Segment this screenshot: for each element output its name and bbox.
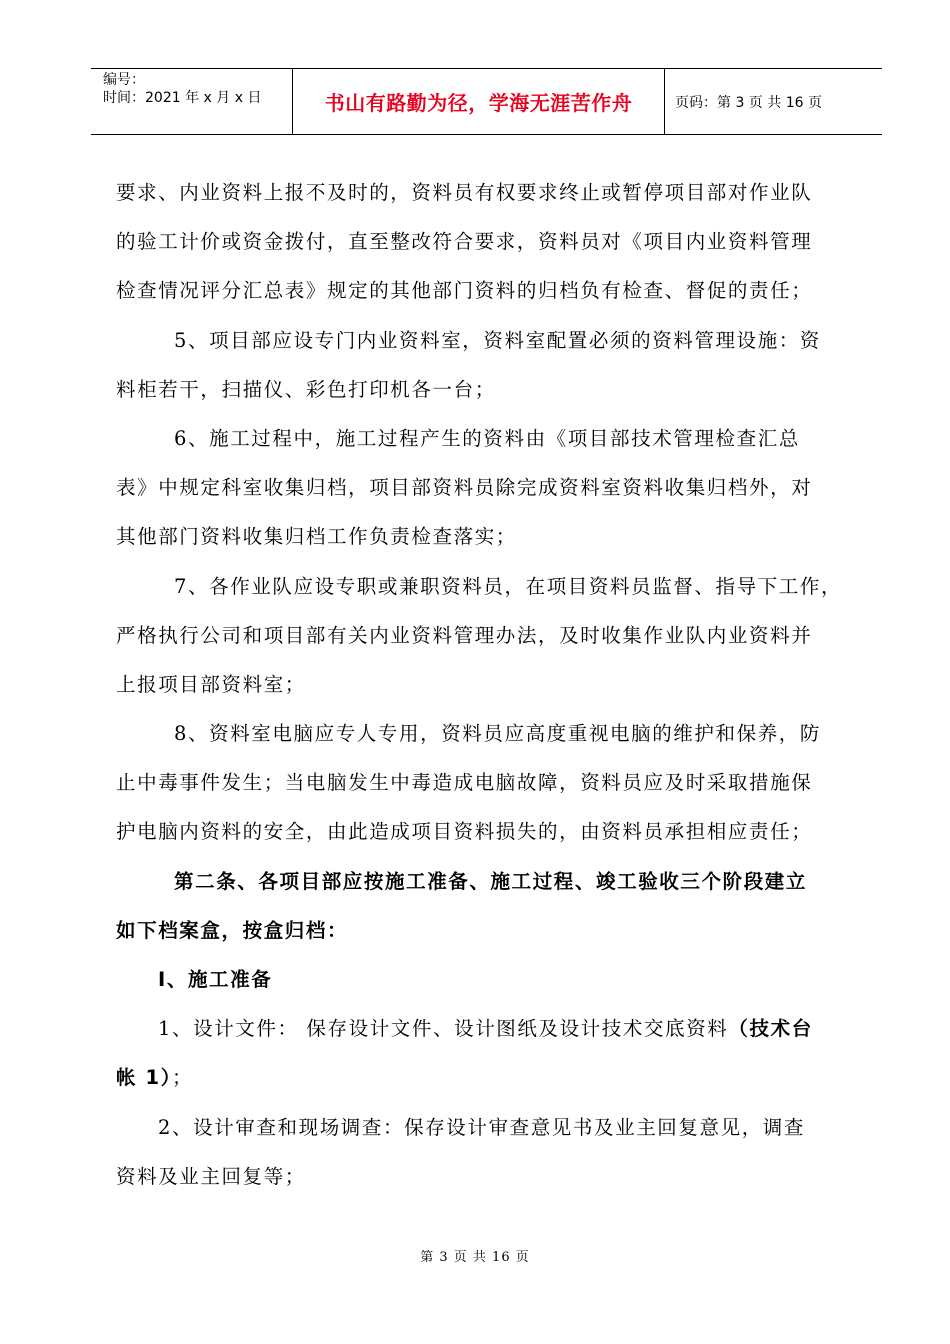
- page-footer: 第 3 页 共 16 页: [420, 1250, 530, 1265]
- body-line: [116, 1004, 856, 1053]
- body-line: 6、施工过程中，施工过程产生的资料由《项目部技术管理检查汇总: [174, 426, 800, 450]
- body-line: 表》中规定科室收集归档，项目部资料员除完成资料室资料收集归档外，对: [116, 476, 813, 500]
- document-header: [91, 68, 882, 135]
- body-line: 上报项目部资料室；: [116, 672, 306, 696]
- header-number-label: 编号：: [103, 72, 145, 88]
- body-line-text: ；: [172, 1066, 194, 1090]
- body-line: 止中毒事件发生；当电脑发生中毒造成电脑故障，资料员应及时采取措施保: [116, 771, 813, 795]
- body-line: 的验工计价或资金拨付，直至整改符合要求，资料员对《项目内业资料管理: [116, 230, 813, 254]
- body-line: 其他部门资料收集归档工作负责检查落实；: [116, 525, 517, 549]
- header-time-label: 时间：2021 年 x 月 x 日: [103, 90, 262, 106]
- body-line: 料柜若干，扫描仪、彩色打印机各一台；: [116, 377, 496, 401]
- body-line-bold-ref: 帐 1）: [116, 1066, 173, 1090]
- section-heading: Ⅰ、施工准备: [158, 968, 273, 991]
- article-heading-line: 如下档案盒，按盒归档：: [116, 918, 349, 942]
- body-line: 严格执行公司和项目部有关内业资料管理办法，及时收集作业队内业资料并: [116, 623, 813, 647]
- body-line: 8、资料室电脑应专人专用，资料员应高度重视电脑的维护和保养，防: [174, 722, 822, 746]
- document-body: [116, 168, 856, 1201]
- body-line: 7、各作业队应设专职或兼职资料员，在项目资料员监督、指导下工作，: [174, 574, 843, 598]
- body-line: 检查情况评分汇总表》规定的其他部门资料的归档负有检查、督促的责任；: [116, 279, 813, 303]
- body-line: 资料及业主回复等；: [116, 1164, 306, 1188]
- body-line: 要求、内业资料上报不及时的，资料员有权要求终止或暂停项目部对作业队: [116, 181, 813, 204]
- body-line-bold-ref: （技术台: [728, 1017, 813, 1041]
- body-line: 2、设计审查和现场调查：保存设计审查意见书及业主回复意见，调查: [158, 1115, 806, 1139]
- header-meta: [91, 69, 293, 134]
- body-line: 5、项目部应设专门内业资料室，资料室配置必须的资料管理设施：资: [174, 328, 822, 352]
- body-line: [116, 1053, 856, 1102]
- body-line-text: 1、设计文件： 保存设计文件、设计图纸及设计技术交底资料: [158, 1017, 729, 1041]
- body-line: 护电脑内资料的安全，由此造成项目资料损失的，由资料员承担相应责任；: [116, 820, 813, 844]
- header-slogan: 书山有路勤为径，学海无涯苦作舟: [293, 69, 665, 134]
- header-page-info: 页码：第 3 页 共 16 页: [675, 94, 822, 111]
- article-heading-line: 第二条、各项目部应按施工准备、施工过程、竣工验收三个阶段建立: [174, 869, 808, 893]
